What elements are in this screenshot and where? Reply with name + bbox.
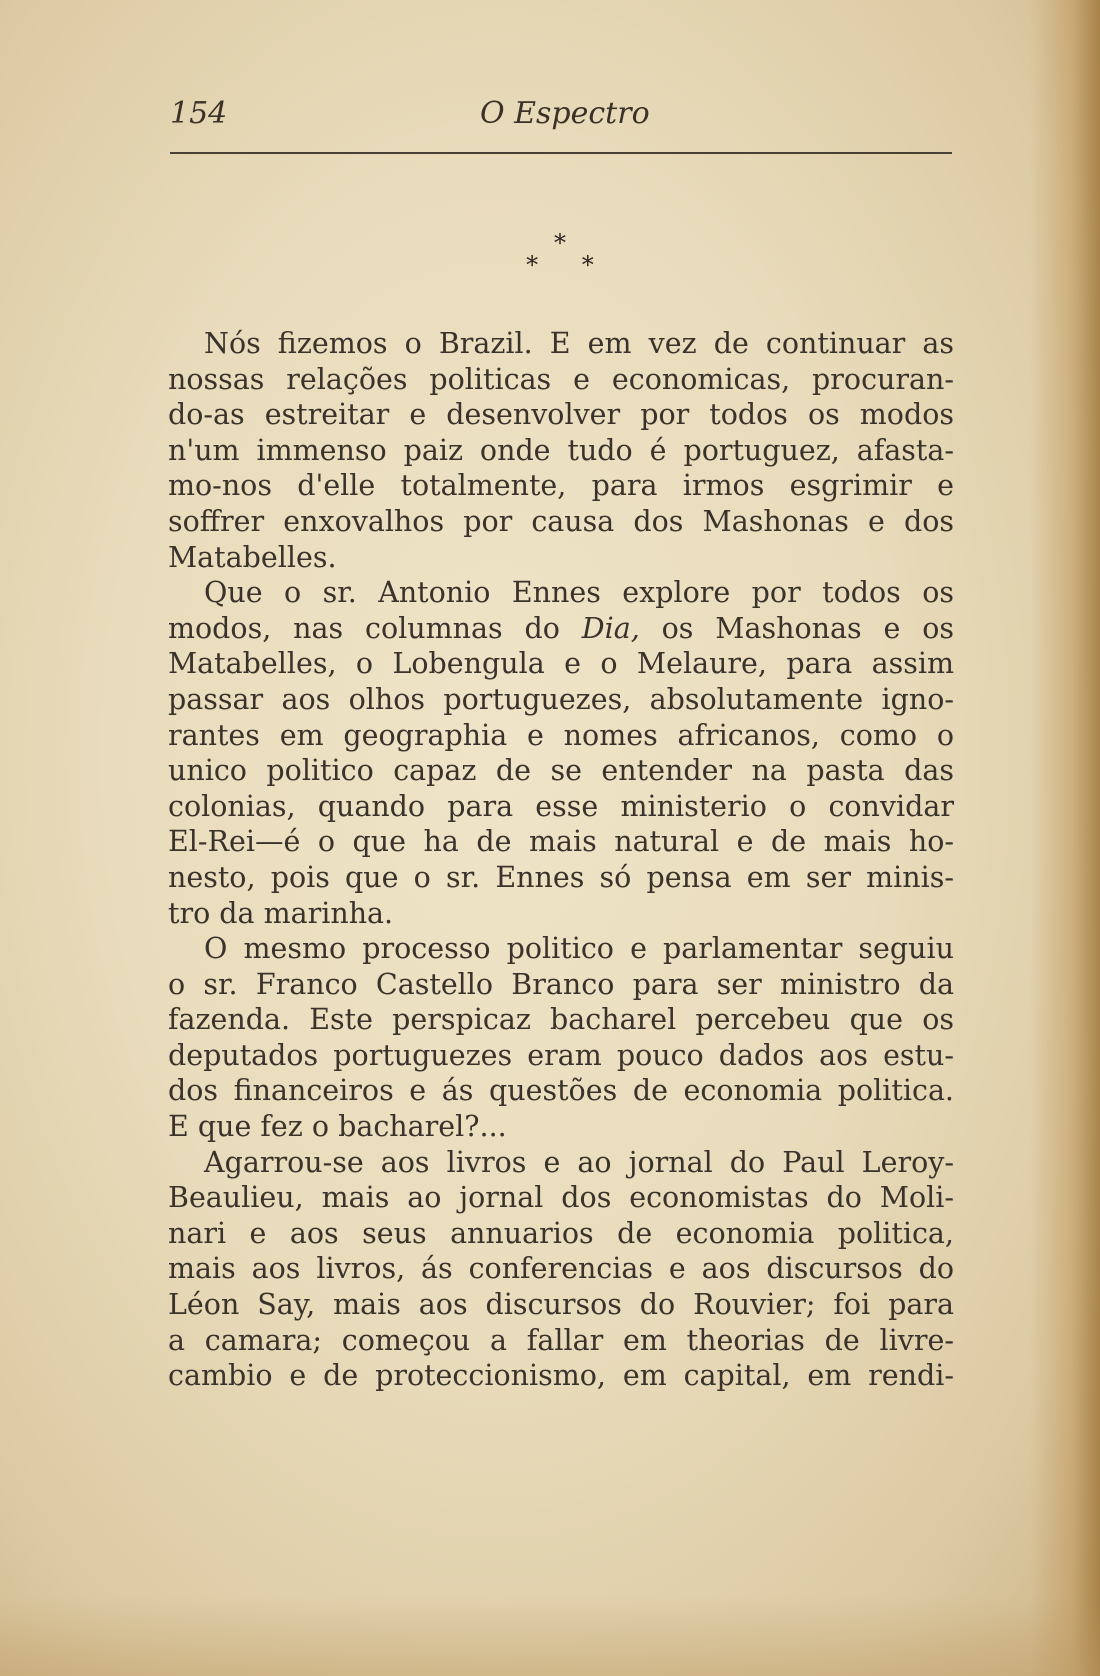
text-line: Matabelles, o Lobengula e o Melaure, para assim [168, 647, 954, 681]
text-line: soffrer enxovalhos por causa dos Mashonas e dos [168, 504, 954, 538]
text-line: Nós fizemos o Brazil. E em vez de continuar as [204, 327, 954, 360]
newspaper-title-italic: Dia, [581, 611, 640, 645]
text-line: do-as estreitar e desenvolver por todos os modos [168, 398, 954, 432]
page-number: 154 [170, 96, 228, 131]
paragraph-3 [168, 931, 954, 1145]
text-line: dos financeiros e ás questões de economia politica. [168, 1074, 954, 1108]
text-line: El-Rei—é o que ha de mais natural e de mais ho- [168, 825, 954, 859]
paragraph-1 [168, 326, 954, 575]
header-rule [170, 152, 952, 154]
text-line: nossas relações politicas e economicas, procuran- [168, 362, 954, 396]
text-line: unico politico capaz de se entender na pasta das [168, 754, 954, 788]
paragraph-2 [168, 575, 954, 931]
text-line: Beaulieu, mais ao jornal dos economistas do Moli- [168, 1181, 954, 1215]
page-bottom-shadow [0, 1596, 1100, 1676]
text-line: rantes em geographia e nomes africanos, como o [168, 718, 954, 752]
text-line: nari e aos seus annuarios de economia politica, [168, 1216, 954, 1250]
text-line: a camara; começou a fallar em theorias de livre- [168, 1323, 954, 1357]
text-line: Que o sr. Antonio Ennes explore por todos os [204, 576, 954, 610]
text-segment: os Mashonas e os [661, 611, 954, 645]
text-line: O mesmo processo politico e parlamentar seguiu [204, 932, 954, 966]
section-break-asterism [500, 229, 620, 279]
asterism-bottom: * * [526, 251, 612, 279]
text-line: Agarrou-se aos livros e ao jornal do Paul Leroy- [204, 1145, 954, 1179]
text-line: passar aos olhos portuguezes, absolutamente igno- [168, 682, 954, 716]
running-header [170, 96, 952, 136]
page-edge-shadow [1030, 0, 1100, 1676]
text-line: cambio e de proteccionismo, em capital, em rendi- [168, 1359, 954, 1393]
text-segment: modos, nas columnas do [168, 611, 560, 645]
text-line: n'um immenso paiz onde tudo é portuguez, afasta- [168, 433, 954, 467]
text-line: colonias, quando para esse ministerio o convidar [168, 789, 954, 823]
running-title: O Espectro [480, 96, 650, 131]
text-line-with-italic [168, 611, 954, 647]
paragraph-4 [168, 1145, 954, 1394]
text-line: mo-nos d'elle totalmente, para irmos esgrimir e [168, 469, 954, 503]
text-line: E que fez o bacharel?... [168, 1110, 507, 1144]
body-text [168, 326, 954, 1394]
asterism-top: * [554, 229, 566, 257]
text-line: Matabelles. [168, 540, 337, 574]
text-line: deputados portuguezes eram pouco dados aos estu- [168, 1038, 954, 1072]
text-line: nesto, pois que o sr. Ennes só pensa em ser minis- [168, 860, 954, 894]
text-line: fazenda. Este perspicaz bacharel percebeu que os [168, 1003, 954, 1037]
text-line: Léon Say, mais aos discursos do Rouvier; foi para [168, 1288, 954, 1322]
text-line: o sr. Franco Castello Branco para ser ministro da [168, 967, 954, 1001]
text-line: mais aos livros, ás conferencias e aos discursos do [168, 1252, 954, 1286]
text-line: tro da marinha. [168, 896, 394, 930]
